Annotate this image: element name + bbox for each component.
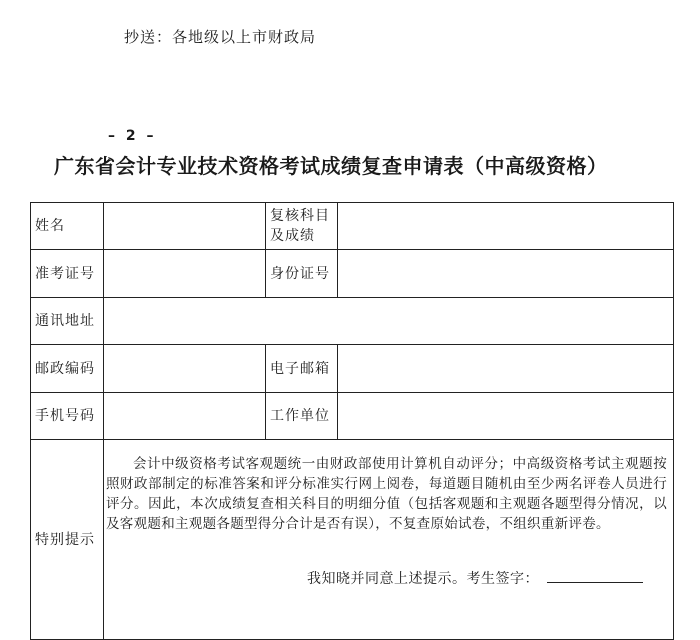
label-exam-ticket-number: 准考证号: [31, 250, 104, 298]
label-id-number: 身份证号: [266, 250, 338, 298]
application-form-table: [30, 202, 674, 640]
acknowledgement-line: [104, 534, 673, 589]
form-row-name: [31, 203, 674, 250]
field-review-subject[interactable]: [338, 203, 674, 250]
special-notice-text: 会计中级资格考试客观题统一由财政部使用计算机自动评分；中高级资格考试主观题按照财政部制定的标准答案和评分标准实行网上阅卷，每道题目随机由至少两名评卷人员进行评分。因此，本次成绩复查相关科目的明细分值（包括客观题和主观题各题型得分情况，以及客观题和主观题各题型得分合计是否有误），不复查原始试卷，不组织重新评卷。: [106, 456, 667, 532]
label-name: 姓名: [31, 203, 104, 250]
label-postal-code: 邮政编码: [31, 345, 104, 393]
cc-line: 抄送：各地级以上市财政局: [124, 28, 317, 46]
label-special-notice: 特别提示: [31, 440, 104, 640]
field-id-number[interactable]: [338, 250, 674, 298]
acknowledgement-text: 我知晓并同意上述提示。考生签字：: [307, 571, 539, 587]
field-name[interactable]: [104, 203, 266, 250]
label-mobile-number: 手机号码: [31, 393, 104, 440]
special-notice-cell: [104, 440, 674, 640]
form-row-address: [31, 298, 674, 345]
label-work-unit: 工作单位: [266, 393, 338, 440]
page-number: – 2 –: [108, 128, 157, 144]
label-review-subject-line2: 及成绩: [270, 228, 315, 244]
field-mailing-address[interactable]: [104, 298, 674, 345]
form-row-postal: [31, 345, 674, 393]
label-review-subject: [266, 203, 338, 250]
form-row-notice: [31, 440, 674, 640]
field-mobile-number[interactable]: [104, 393, 266, 440]
form-row-ticket: [31, 250, 674, 298]
label-mailing-address: 通讯地址: [31, 298, 104, 345]
label-review-subject-line1: 复核科目: [270, 208, 330, 224]
field-exam-ticket-number[interactable]: [104, 250, 266, 298]
field-postal-code[interactable]: [104, 345, 266, 393]
form-title: 广东省会计专业技术资格考试成绩复查申请表（中高级资格）: [54, 154, 608, 178]
signature-field[interactable]: [547, 568, 643, 583]
form-row-mobile: [31, 393, 674, 440]
label-email: 电子邮箱: [266, 345, 338, 393]
field-work-unit[interactable]: [338, 393, 674, 440]
field-email[interactable]: [338, 345, 674, 393]
